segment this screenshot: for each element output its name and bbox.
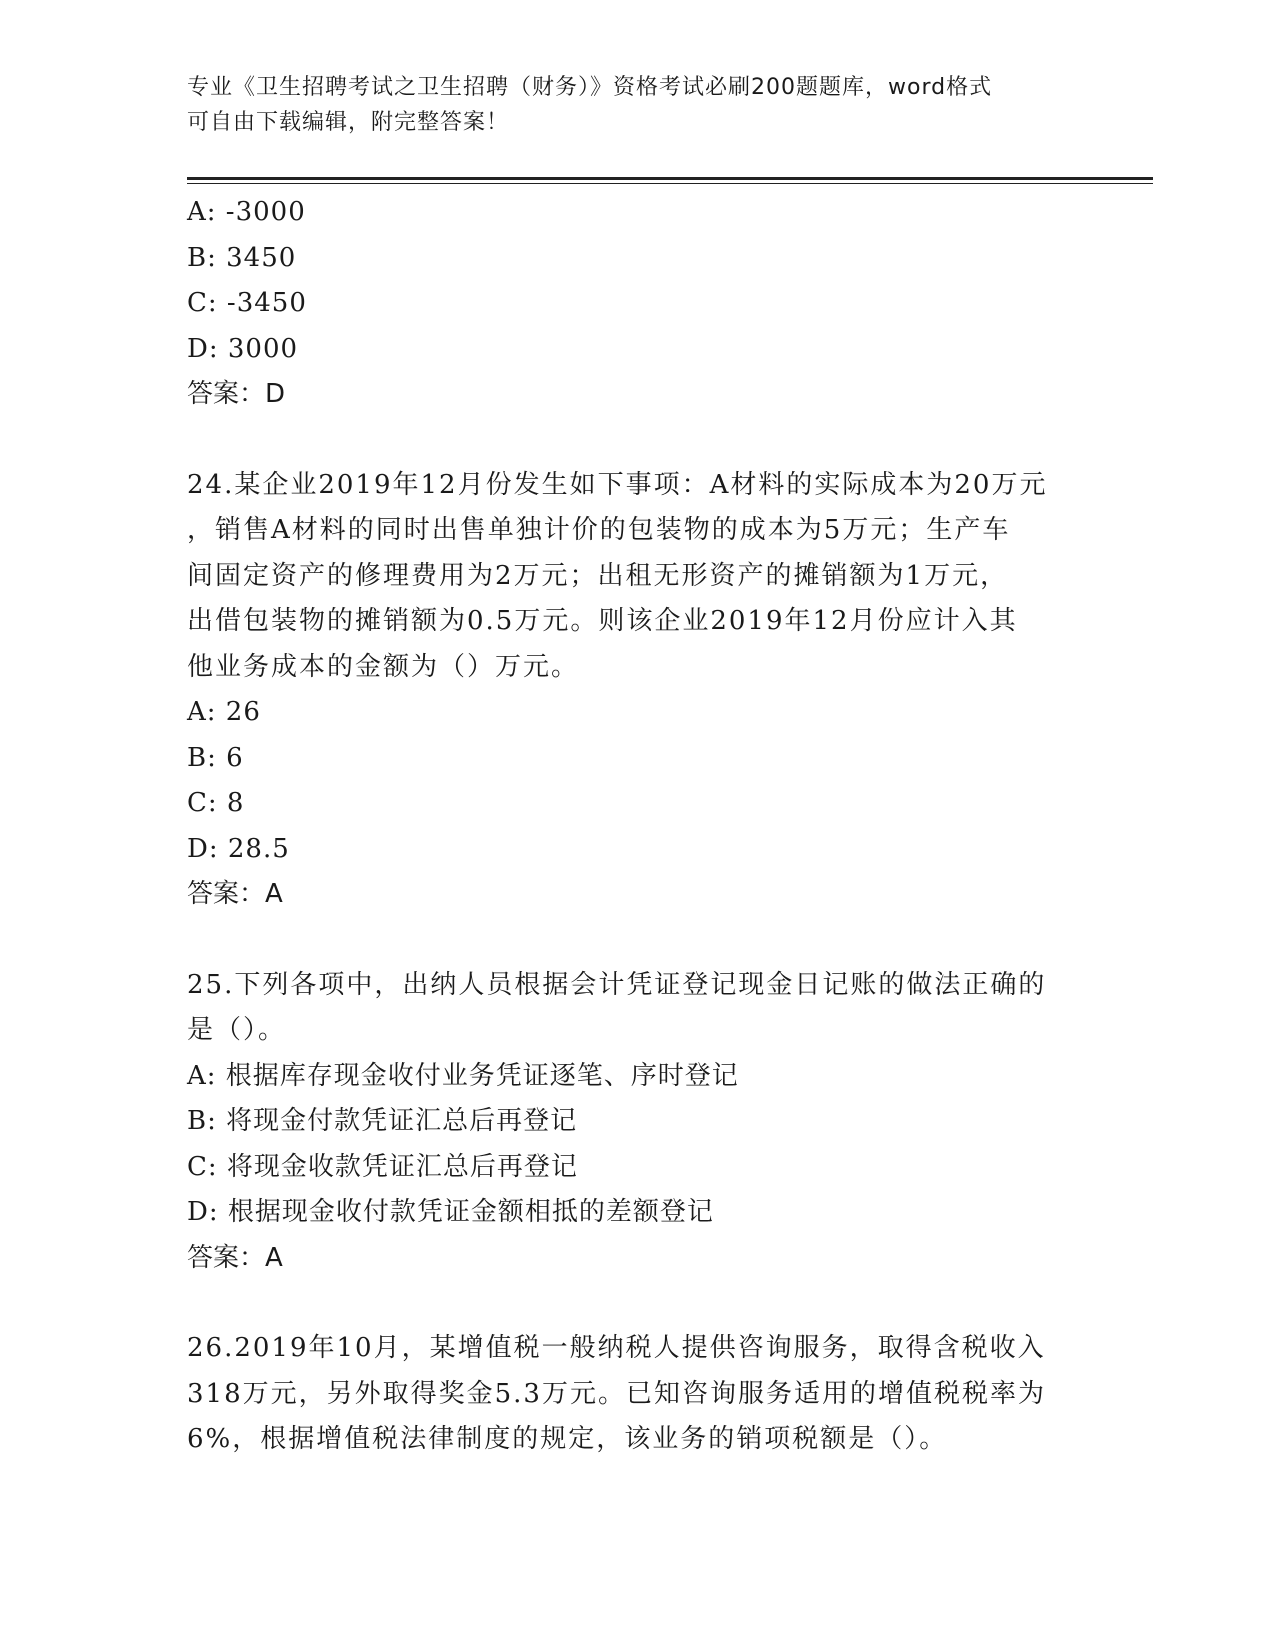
option-b: B: 6	[187, 742, 244, 773]
option-a: A: -3000	[187, 197, 306, 227]
question-line: 26.2019年10月，某增值税一般纳税人提供咨询服务，取得含税收入	[187, 1333, 1046, 1363]
question-line: 6%，根据增值税法律制度的规定，该业务的销项税额是（）。	[187, 1424, 948, 1454]
option-a: A: 根据库存现金收付业务凭证逐笔、序时登记	[187, 1060, 739, 1091]
header-divider-thin	[187, 183, 1153, 184]
question-line: ，销售A材料的同时出售单独计价的包装物的成本为5万元；生产车	[187, 515, 1011, 545]
question-line: 是（）。	[187, 1015, 287, 1045]
option-b: B: 3450	[187, 242, 297, 273]
question-text	[187, 463, 1097, 691]
question-25	[187, 963, 1097, 1282]
question-line: 出借包装物的摊销额为0.5万元。则该企业2019年12月份应计入其	[187, 606, 1018, 636]
question-24	[187, 463, 1097, 918]
question-text	[187, 963, 1097, 1054]
option-c: C: 8	[187, 788, 245, 818]
header-title-line-1: 专业《卫生招聘考试之卫生招聘（财务）》资格考试必刷200题题库，word格式	[187, 75, 993, 100]
question-line: 他业务成本的金额为（）万元。	[187, 651, 580, 682]
option-b: B: 将现金付款凭证汇总后再登记	[187, 1106, 578, 1136]
option-c: C: -3450	[187, 288, 307, 318]
option-a: A: 26	[187, 697, 261, 727]
answer: 答案：D	[187, 379, 286, 409]
answer: 答案：A	[187, 1242, 283, 1273]
header-divider-thick	[187, 177, 1153, 180]
answer: 答案：A	[187, 879, 283, 909]
document-header	[187, 70, 1087, 140]
question-line: 318万元，另外取得奖金5.3万元。已知咨询服务适用的增值税税率为	[187, 1378, 1046, 1409]
question-content	[187, 190, 1097, 1463]
option-d: D: 根据现金收付款凭证金额相抵的差额登记	[187, 1197, 714, 1227]
option-d: D: 28.5	[187, 833, 290, 864]
question-line: 24.某企业2019年12月份发生如下事项：A材料的实际成本为20万元	[187, 469, 1048, 500]
option-d: D: 3000	[187, 333, 299, 364]
question-text	[187, 1326, 1097, 1463]
option-c: C: 将现金收款凭证汇总后再登记	[187, 1151, 578, 1182]
question-23	[187, 190, 1097, 418]
question-line: 间固定资产的修理费用为2万元；出租无形资产的摊销额为1万元，	[187, 560, 1009, 591]
question-26	[187, 1326, 1097, 1463]
header-title-line-2: 可自由下载编辑，附完整答案！	[187, 110, 510, 135]
question-line: 25.下列各项中，出纳人员根据会计凭证登记现金日记账的做法正确的	[187, 969, 1047, 1000]
